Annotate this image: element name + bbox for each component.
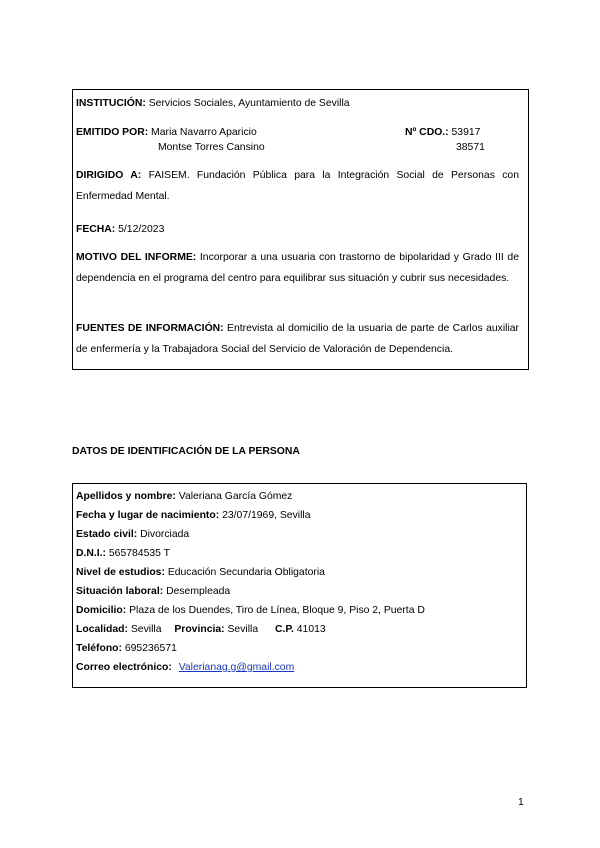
dni-value: 565784535 T bbox=[108, 548, 170, 559]
provincia-label: Provincia: bbox=[174, 624, 225, 635]
institucion-line bbox=[76, 98, 350, 110]
provincia-value: Sevilla bbox=[227, 624, 259, 635]
localidad-value: Sevilla bbox=[130, 624, 162, 635]
motivo-paragraph bbox=[76, 248, 519, 289]
telefono-value: 695236571 bbox=[124, 643, 177, 654]
nombre-label: Apellidos y nombre: bbox=[76, 491, 176, 502]
fuentes-label: FUENTES DE INFORMACIÓN: bbox=[76, 323, 224, 334]
fecha-value: 5/12/2023 bbox=[118, 224, 165, 235]
localidad-label: Localidad: bbox=[76, 624, 128, 635]
nombre-line bbox=[76, 491, 292, 503]
laboral-label: Situación laboral: bbox=[76, 586, 164, 597]
laboral-value: Desempleada bbox=[166, 586, 231, 597]
section-title: DATOS DE IDENTIFICACIÓN DE LA PERSONA bbox=[72, 446, 300, 457]
emitido-value-2: Montse Torres Cansino bbox=[158, 142, 265, 153]
telefono-line bbox=[76, 643, 177, 655]
estudios-line bbox=[76, 567, 325, 579]
estado-value: Divorciada bbox=[140, 529, 190, 540]
motivo-value: Incorporar a una usuaria con trastorno de bipolaridad y Grado III de dependencia en el programa del centro para equilibrar sus situación y cubrir sus necesidades. bbox=[76, 252, 519, 284]
dirigido-value: FAISEM. Fundación Pública para la Integración Social de Personas con Enfermedad Mental. bbox=[76, 170, 519, 202]
domicilio-line bbox=[76, 605, 425, 617]
cp-label: C.P. bbox=[275, 624, 294, 635]
emitido-label: EMITIDO POR: bbox=[76, 127, 149, 138]
cdo-value-2: 38571 bbox=[456, 142, 485, 153]
estado-label: Estado civil: bbox=[76, 529, 138, 540]
domicilio-label: Domicilio: bbox=[76, 605, 127, 616]
institucion-value: Servicios Sociales, Ayuntamiento de Sevilla bbox=[148, 98, 350, 109]
estudios-value: Educación Secundaria Obligatoria bbox=[167, 567, 325, 578]
fuentes-paragraph bbox=[76, 319, 519, 360]
dni-label: D.N.I.: bbox=[76, 548, 107, 559]
estado-line bbox=[76, 529, 189, 541]
fuentes-value: Entrevista al domicilio de la usuaria de parte de Carlos auxiliar de enfermería y la Trabajadora Social del Servicio de Valoración de Dependencia. bbox=[76, 323, 520, 355]
email-link[interactable]: Valerianag.g@gmail.com bbox=[178, 662, 295, 673]
domicilio-value: Plaza de los Duendes, Tiro de Línea, Bloque 9, Piso 2, Puerta D bbox=[129, 605, 425, 616]
institucion-label: INSTITUCIÓN: bbox=[76, 98, 146, 109]
localidad-line bbox=[76, 624, 326, 636]
dni-line bbox=[76, 548, 170, 560]
emitido-value-1: Maria Navarro Aparicio bbox=[151, 127, 257, 138]
fecha-line bbox=[76, 224, 164, 236]
cdo-value-1: 53917 bbox=[451, 127, 481, 138]
fecha-label: FECHA: bbox=[76, 224, 116, 235]
cdo-line bbox=[405, 127, 480, 139]
cp-value: 41013 bbox=[296, 624, 326, 635]
nacimiento-label: Fecha y lugar de nacimiento: bbox=[76, 510, 220, 521]
nacimiento-value: 23/07/1969, Sevilla bbox=[222, 510, 311, 521]
nacimiento-line bbox=[76, 510, 310, 522]
motivo-label: MOTIVO DEL INFORME: bbox=[76, 252, 197, 263]
estudios-label: Nivel de estudios: bbox=[76, 567, 165, 578]
cdo-label: Nº CDO.: bbox=[405, 127, 449, 138]
nombre-value: Valeriana García Gómez bbox=[178, 491, 293, 502]
dirigido-label: DIRIGIDO A: bbox=[76, 170, 142, 181]
correo-line bbox=[76, 662, 294, 674]
dirigido-paragraph bbox=[76, 166, 519, 207]
correo-label: Correo electrónico: bbox=[76, 662, 172, 673]
page-number: 1 bbox=[518, 797, 524, 808]
telefono-label: Teléfono: bbox=[76, 643, 122, 654]
emitido-line bbox=[76, 127, 257, 139]
laboral-line bbox=[76, 586, 230, 598]
